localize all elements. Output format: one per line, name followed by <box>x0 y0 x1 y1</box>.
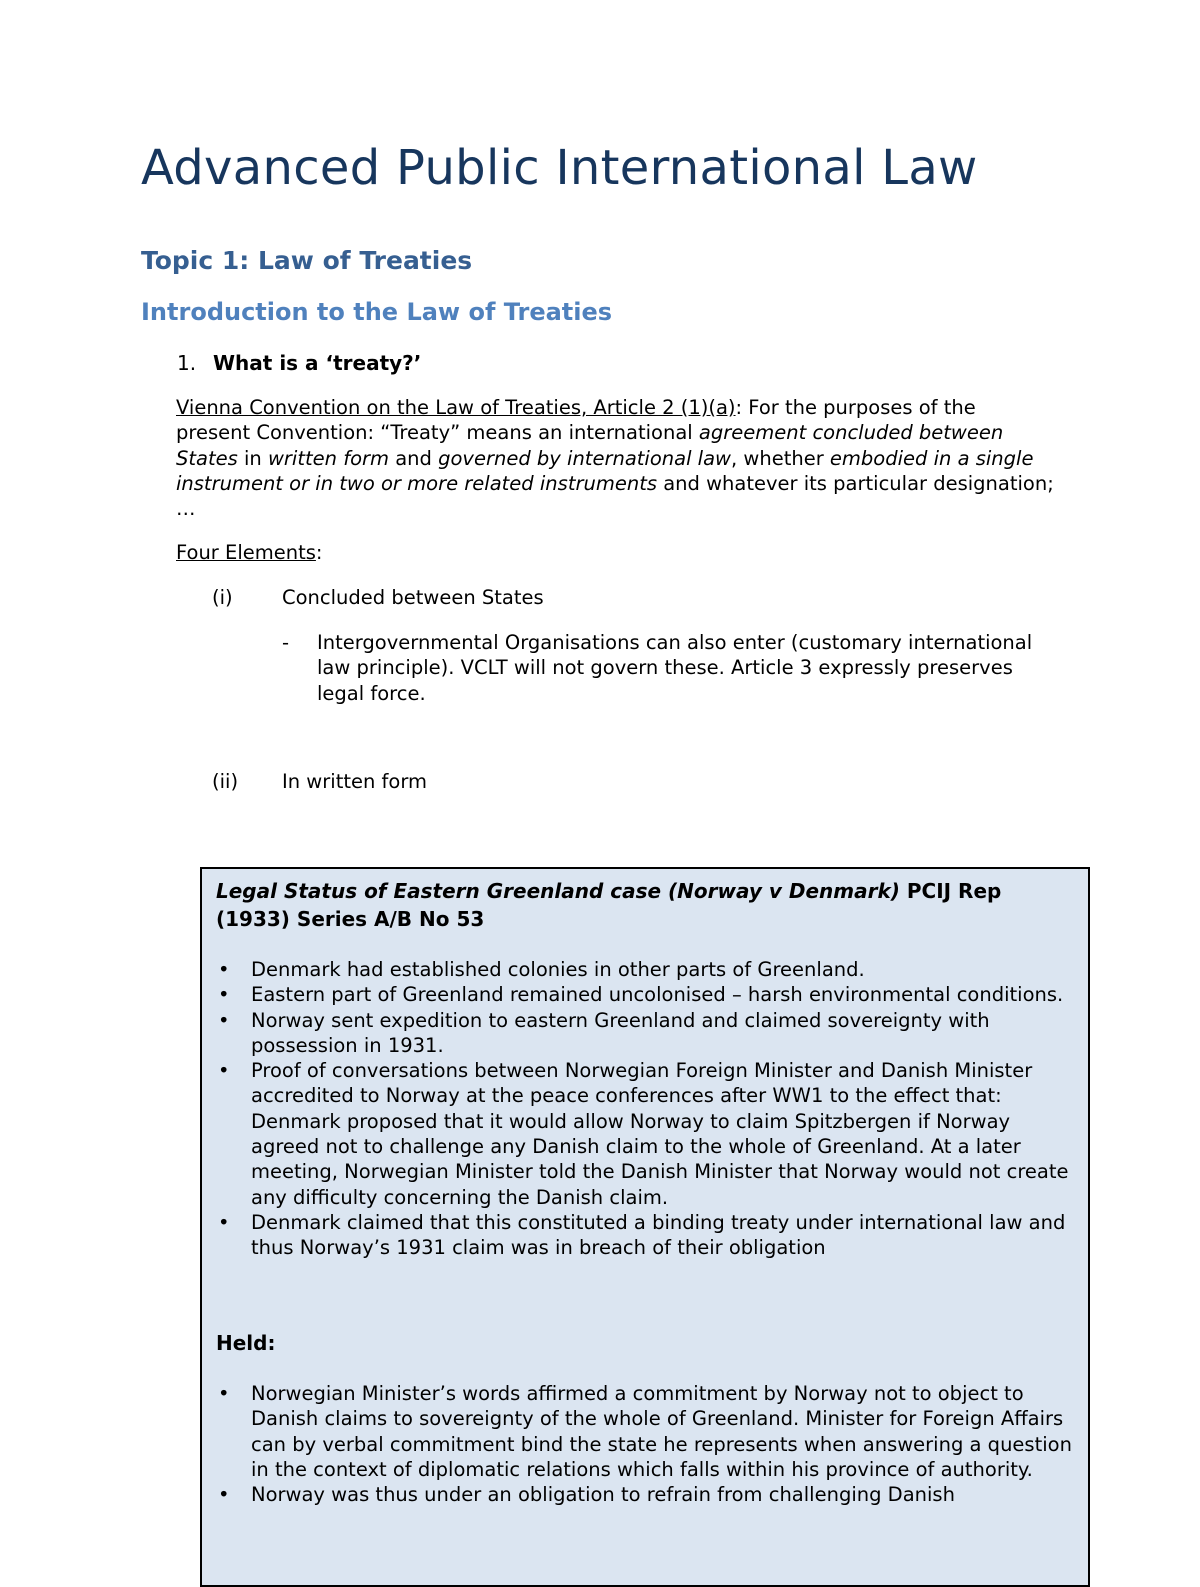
list-item <box>216 1210 1081 1261</box>
question-text: What is a ‘treaty?’ <box>213 351 422 375</box>
bullet-icon: • <box>218 1059 230 1083</box>
dash-marker: - <box>282 631 290 654</box>
definition-text-1: : For the purposes of the present Convention: “Treaty” means an international <box>176 396 976 445</box>
held-label: Held: <box>216 1331 276 1355</box>
list-item <box>216 982 1081 1007</box>
definition-emphasis-2: written form <box>267 446 390 470</box>
bullet-icon: • <box>218 983 230 1007</box>
elements-label: Four Elements <box>176 541 316 564</box>
fact-text: Proof of conversations between Norwegian Foreign Minister and Danish Minister accredited to Norway at the peace conferences after WW1 to the effect that: Denmark proposed that it would allow Norway to claim Spitzbergen if Norway agreed not to challenge any Danish claim to the whole of Greenland. At a later meeting, Norwegian Minister told the Danish Minister that Norway would not create any difficulty concerning the Danish claim. <box>251 1059 1069 1209</box>
bullet-icon: • <box>218 1210 230 1234</box>
definition-text-4: , whether <box>731 446 830 470</box>
definition-emphasis-1: agreement concluded between States <box>176 421 1004 470</box>
list-item <box>216 1381 1081 1482</box>
element-marker: (i) <box>212 586 233 609</box>
held-list <box>216 1381 1081 1507</box>
case-citation: PCIJ Rep (1933) Series A/B No 53 <box>216 879 1002 931</box>
topic-heading: Topic 1: Law of Treaties <box>141 246 473 275</box>
bullet-icon: • <box>218 1483 230 1507</box>
subpoint-text: Intergovernmental Organisations can also enter (customary international law principle). VCLT will not govern these. Article 3 expressly preserves legal force. <box>317 631 1033 705</box>
facts-list <box>216 957 1081 1261</box>
held-text: Norway was thus under an obligation to refrain from challenging Danish <box>251 1483 955 1507</box>
list-item <box>216 1058 1081 1210</box>
bullet-icon: • <box>218 1382 230 1405</box>
case-summary-box <box>200 867 1090 1587</box>
fact-text: Norway sent expedition to eastern Greenland and claimed sovereignty with possession in 1931. <box>251 1008 990 1057</box>
list-item <box>216 1008 1081 1059</box>
element-subpoint <box>282 630 1042 706</box>
bullet-icon: • <box>218 958 230 981</box>
list-item <box>216 957 1081 982</box>
fact-text: Denmark claimed that this constituted a binding treaty under international law and thus Norway’s 1931 claim was in breach of their obligation <box>251 1210 1066 1260</box>
treaty-definition <box>176 395 1056 521</box>
element-text: In written form <box>282 770 428 793</box>
list-item <box>216 1482 1081 1507</box>
fact-text: Eastern part of Greenland remained uncolonised – harsh environmental conditions. <box>251 983 1064 1007</box>
definition-emphasis-4: embodied in a single instrument or in two or more related instruments <box>176 446 1034 495</box>
section-heading: Introduction to the Law of Treaties <box>141 298 613 326</box>
question-item <box>177 351 421 375</box>
definition-text-3: and <box>389 446 439 470</box>
element-marker: (ii) <box>212 770 239 793</box>
definition-text-5: and whatever its particular designation; … <box>176 471 1054 521</box>
document-title: Advanced Public International Law <box>141 140 978 196</box>
question-number: 1. <box>177 351 197 375</box>
definition-emphasis-3: governed by international law <box>438 446 731 470</box>
case-name: Legal Status of Eastern Greenland case (Norway v Denmark) <box>216 879 900 903</box>
element-text: Concluded between States <box>282 586 544 609</box>
definition-text-2: in <box>237 446 268 470</box>
elements-colon: : <box>315 541 323 564</box>
definition-source: Vienna Convention on the Law of Treaties, Article 2 (1)(a) <box>176 396 736 419</box>
held-text: Norwegian Minister’s words affirmed a commitment by Norway not to object to Danish claims to sovereignty of the whole of Greenland. Minister for Foreign Affairs can by verbal commitment bind the state he represents when answering a question in the context of diplomatic relations which falls within his province of authority. <box>251 1382 1072 1481</box>
elements-heading <box>176 540 323 565</box>
case-title <box>216 877 1076 933</box>
fact-text: Denmark had established colonies in other parts of Greenland. <box>251 958 865 981</box>
bullet-icon: • <box>218 1008 230 1032</box>
